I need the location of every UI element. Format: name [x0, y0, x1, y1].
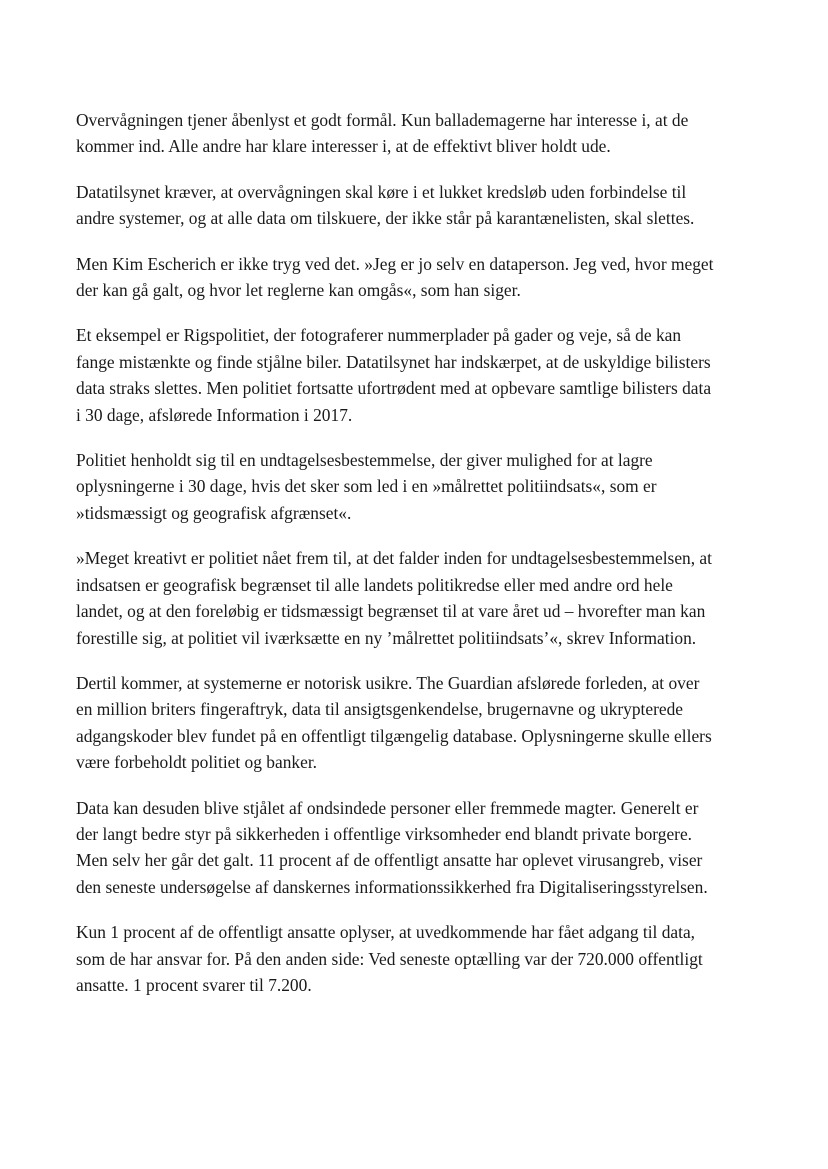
paragraph-2	[76, 179, 752, 232]
text-line: »tidsmæssigt og geografisk afgrænset«.	[76, 502, 352, 523]
text-line: Dertil kommer, at systemerne er notorisk usikre. The Guardian afslørede forleden, at over	[76, 672, 700, 693]
text-line: »Meget kreativt er politiet nået frem til, at det falder inden for undtagelsesbestemmelsen, at	[76, 548, 712, 569]
text-line: andre systemer, og at alle data om tilskuere, der ikke står på karantænelisten, skal slettes.	[76, 208, 695, 229]
text-line: Politiet henholdt sig til en undtagelsesbestemmelse, der giver mulighed for at lagre	[76, 450, 653, 471]
text-line: Men Kim Escherich er ikke tryg ved det. »Jeg er jo selv en dataperson. Jeg ved, hvor meget	[76, 253, 714, 274]
paragraph-4	[76, 322, 752, 428]
text-line: forestille sig, at politiet vil iværksætte en ny ’målrettet politiindsats’«, skrev Information.	[76, 627, 697, 648]
text-line: den seneste undersøgelse af danskernes informationssikkerhed fra Digitaliseringsstyrelsen.	[76, 876, 708, 897]
paragraph-1	[76, 107, 752, 160]
paragraph-3	[76, 251, 752, 304]
text-line: Men selv her går det galt. 11 procent af de offentligt ansatte har oplevet virusangreb, viser	[76, 850, 703, 871]
text-line: indsatsen er geografisk begrænset til alle landets politikredse eller med andre ord hele	[76, 574, 673, 595]
article-body	[76, 107, 752, 1017]
text-line: kommer ind. Alle andre har klare interesser i, at de effektivt bliver holdt ude.	[76, 136, 611, 157]
text-line: oplysningerne i 30 dage, hvis det sker som led i en »målrettet politiindsats«, som er	[76, 476, 657, 497]
text-line: Data kan desuden blive stjålet af ondsindede personer eller fremmede magter. Generelt er	[76, 797, 699, 818]
paragraph-9	[76, 919, 752, 998]
text-line: fange mistænkte og finde stjålne biler. Datatilsynet har indskærpet, at de uskyldige bilisters	[76, 351, 711, 372]
paragraph-8	[76, 795, 752, 901]
text-line: Datatilsynet kræver, at overvågningen skal køre i et lukket kredsløb uden forbindelse til	[76, 181, 687, 202]
text-line: adgangskoder blev fundet på en offentligt tilgængelig database. Oplysningerne skulle ellers	[76, 725, 712, 746]
text-line: en million briters fingeraftryk, data til ansigtsgenkendelse, brugernavne og ukrypterede	[76, 699, 684, 720]
paragraph-5	[76, 447, 752, 526]
text-line: der kan gå galt, og hvor let reglerne kan omgås«, som han siger.	[76, 280, 521, 301]
text-line: Kun 1 procent af de offentligt ansatte oplyser, at uvedkommende har fået adgang til data,	[76, 922, 696, 943]
text-line: være forbeholdt politiet og banker.	[76, 752, 317, 773]
text-line: Et eksempel er Rigspolitiet, der fotograferer nummerplader på gader og veje, så de kan	[76, 325, 682, 346]
paragraph-6	[76, 545, 752, 651]
text-line: Overvågningen tjener åbenlyst et godt formål. Kun ballademagerne har interesse i, at de	[76, 110, 689, 130]
text-line: i 30 dage, afslørede Information i 2017.	[76, 404, 353, 425]
text-line: data straks slettes. Men politiet fortsatte ufortrødent med at opbevare samtlige bilisters data	[76, 378, 712, 399]
text-line: landet, og at den foreløbig er tidsmæssigt begrænset til at vare året ud – hvorefter man kan	[76, 601, 706, 622]
text-line: der langt bedre styr på sikkerheden i offentlige virksomheder end blandt private borgere.	[76, 823, 693, 844]
text-line: ansatte. 1 procent svarer til 7.200.	[76, 974, 312, 995]
text-line: som de har ansvar for. På den anden side: Ved seneste optælling var der 720.000 offentligt	[76, 948, 703, 969]
paragraph-7	[76, 670, 752, 776]
